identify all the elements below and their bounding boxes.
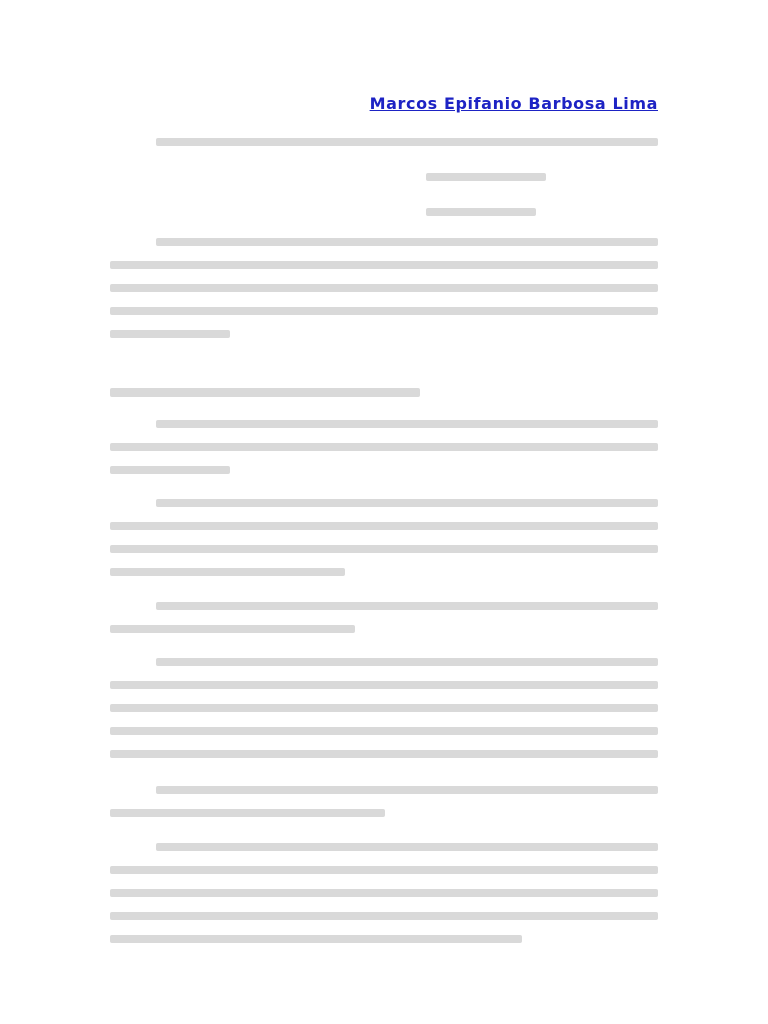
body-paragraphs [110, 412, 658, 952]
author-link[interactable]: Marcos Epifanio Barbosa Lima [369, 94, 658, 113]
intro-paragraphs [110, 130, 658, 360]
section-heading [110, 382, 420, 391]
